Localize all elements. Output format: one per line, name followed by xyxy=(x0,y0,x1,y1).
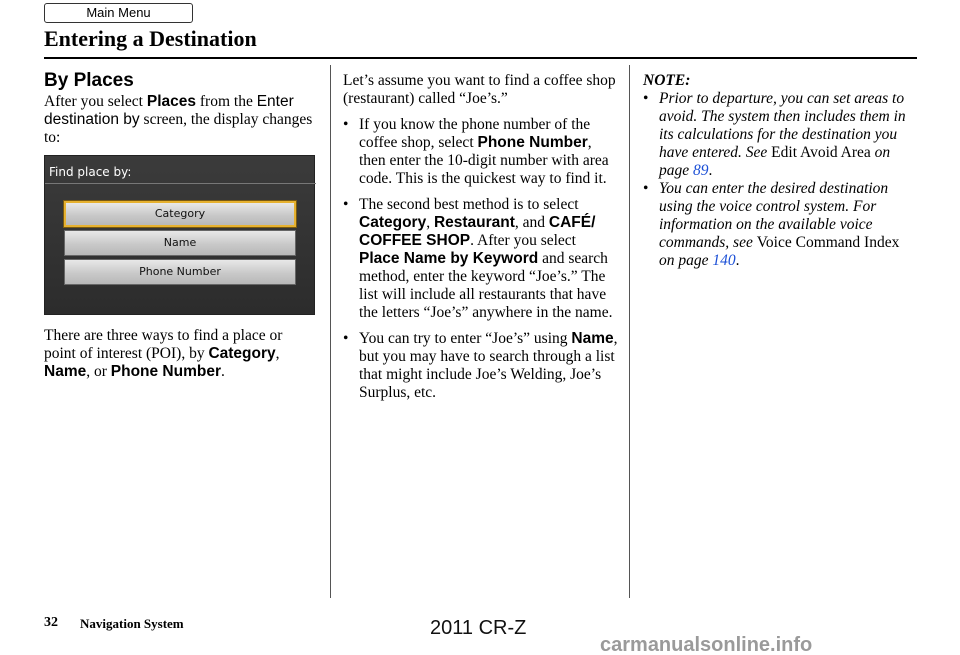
phone-number-term: Phone Number xyxy=(110,363,221,380)
note-heading: NOTE: xyxy=(643,72,691,89)
page-title: Entering a Destination xyxy=(44,26,257,51)
text: screen, the display changes to: xyxy=(44,111,313,146)
column-example xyxy=(343,72,619,410)
manual-name: Navigation System xyxy=(80,616,184,631)
cafe-coffee-shop-term: CAFÉ/ COFFEE SHOP xyxy=(359,214,596,249)
text: on page xyxy=(659,144,891,179)
place-name-by-keyword-term: Place Name by Keyword xyxy=(359,250,539,267)
text: from the xyxy=(196,93,257,110)
text: . xyxy=(708,162,713,179)
screen-title: Find place by: xyxy=(49,165,132,179)
page-140-link[interactable]: 140 xyxy=(712,252,736,269)
column-by-places xyxy=(44,70,316,381)
text: on page xyxy=(659,252,713,269)
text: , or xyxy=(86,363,111,380)
name-screen-button: Name xyxy=(64,230,296,256)
category-term: Category xyxy=(359,214,427,231)
edit-avoid-area-reference: Edit Avoid Area xyxy=(771,144,871,161)
text: , but you may have to search through a list that might include Joe’s Welding, Joe’s Surplus, etc. xyxy=(359,330,618,401)
list-item xyxy=(343,116,619,188)
section-heading: By Places xyxy=(44,70,134,91)
text: , and xyxy=(514,214,549,231)
text: After you select xyxy=(44,93,147,110)
name-term: Name xyxy=(44,363,87,380)
intro-paragraph xyxy=(44,93,316,147)
column-divider xyxy=(629,65,630,598)
model-label: 2011 CR-Z xyxy=(430,617,527,639)
bullet-icon: • xyxy=(343,196,349,213)
category-screen-button: Category xyxy=(64,201,296,227)
main-menu-button[interactable]: Main Menu xyxy=(44,3,193,23)
text: . xyxy=(735,252,740,269)
column-divider xyxy=(330,65,331,598)
text: , xyxy=(275,345,280,362)
example-intro: Let’s assume you want to find a coffee shop (restaurant) called “Joe’s.” xyxy=(343,72,616,107)
list-item xyxy=(643,180,918,270)
text: There are three ways to find a place or point of interest (POI), by xyxy=(44,327,283,362)
restaurant-term: Restaurant xyxy=(433,214,515,231)
text: The second best method is to select xyxy=(359,196,579,213)
text: , xyxy=(426,214,434,231)
notes-list xyxy=(643,90,918,270)
enter-destination-by-term: Enter destination by xyxy=(44,93,294,128)
watermark: carmanualsonline.info xyxy=(600,634,813,655)
text: . After you select xyxy=(470,232,576,249)
find-place-by-screen xyxy=(44,155,315,315)
bullet-icon: • xyxy=(343,330,349,347)
text: You can try to enter “Joe’s” using xyxy=(359,330,572,347)
list-item xyxy=(343,196,619,322)
page-number: 32 xyxy=(44,615,58,630)
three-ways-paragraph xyxy=(44,327,316,381)
phone-number-term: Phone Number xyxy=(477,134,588,151)
bullet-icon: • xyxy=(343,116,349,133)
text: If you know the phone number of the coffee shop, select xyxy=(359,116,591,151)
text: Prior to departure, you can set areas to avoid. The system then includes them in its calculations for the destination you have entered. See xyxy=(659,90,906,161)
screen-title-underline xyxy=(45,183,316,184)
page-89-link[interactable]: 89 xyxy=(693,162,709,179)
name-term: Name xyxy=(571,330,614,347)
phone-number-screen-button: Phone Number xyxy=(64,259,296,285)
column-notes xyxy=(643,72,918,270)
category-term: Category xyxy=(208,345,276,362)
voice-command-index-reference: Voice Command Index xyxy=(756,234,900,251)
title-divider xyxy=(44,57,917,59)
list-item xyxy=(343,330,619,402)
bullet-icon: • xyxy=(643,90,649,107)
text: and search method, enter the keyword “Joe’s.” The list will include all restaurants that have the letters “Joe’s” anywhere in the name. xyxy=(359,250,613,321)
text: You can enter the desired destination using the voice control system. For information on the available voice commands, see xyxy=(659,180,889,251)
text: . xyxy=(221,363,225,380)
list-item xyxy=(643,90,918,180)
places-term: Places xyxy=(146,93,197,110)
bullet-icon: • xyxy=(643,180,649,197)
method-list xyxy=(343,116,619,402)
text: , then enter the 10-digit number with area code. This is the quickest way to find it. xyxy=(359,134,609,187)
